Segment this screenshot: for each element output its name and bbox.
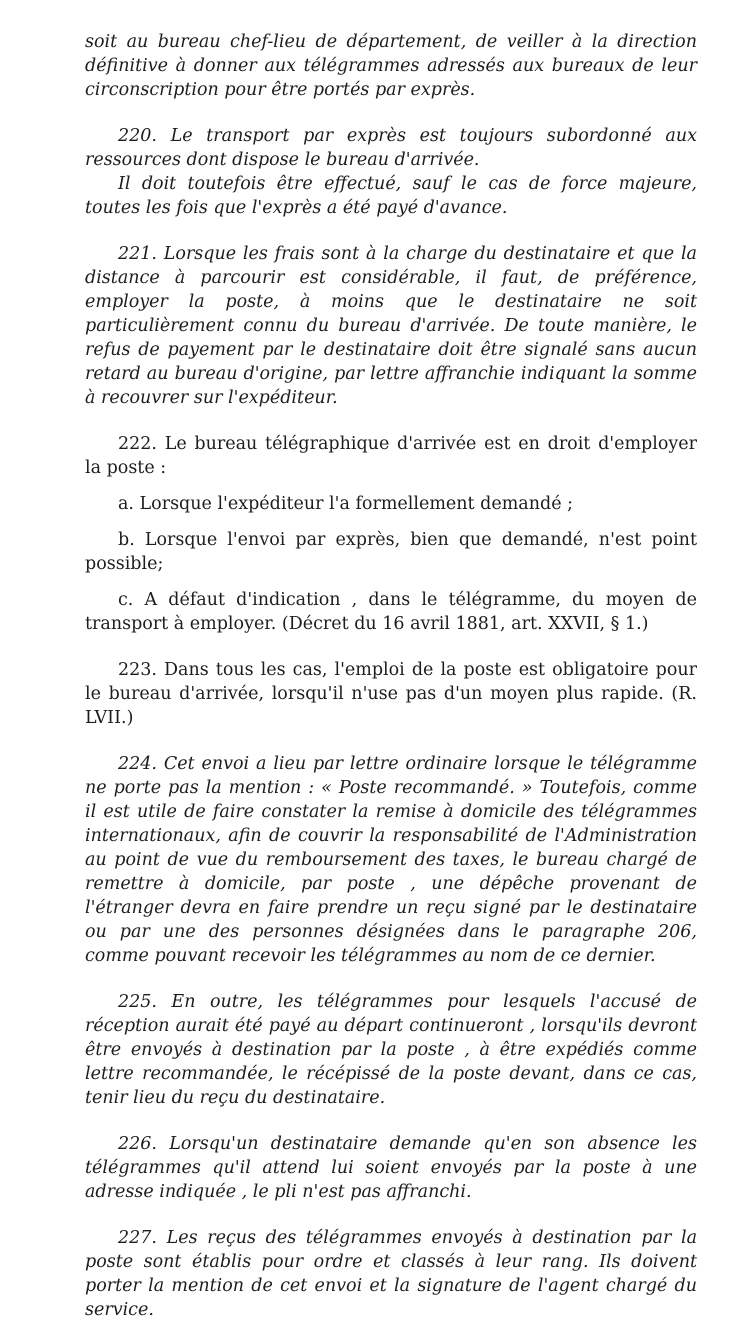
paragraph-227: 227. Les reçus des télégrammes envoyés à destination par la poste sont établis pour ordre et classés à leur rang. Ils doivent porter la mention de cet envoi et la signature de l'agent chargé du service. — [85, 1228, 697, 1320]
list-item-c: c. A défaut d'indication , dans le télégramme, du moyen de transport à employer. (Décret du 16 avril 1881, art. XXVII, § 1.) — [85, 590, 697, 634]
paragraph-225: 225. En outre, les télégrammes pour lesquels l'accusé de réception aurait été payé au départ continueront , lorsqu'ils devront être envoyés à destination par la poste , à être expédiés comme lettre recommandée, le récépissé de la poste devant, dans ce cas, tenir lieu du reçu du destinataire. — [85, 992, 697, 1108]
paragraph-226: 226. Lorsqu'un destinataire demande qu'en son absence les télégrammes qu'il attend lui soient envoyés par la poste à une adresse indiquée , le pli n'est pas affranchi. — [85, 1134, 697, 1202]
list-item-a: a. Lorsque l'expéditeur l'a formellement demandé ; — [118, 494, 574, 514]
paragraph-220-continued: Il doit toutefois être effectué, sauf le cas de force majeure, toutes les fois que l'exprès a été payé d'avance. — [85, 174, 697, 218]
paragraph-223: 223. Dans tous les cas, l'emploi de la poste est obligatoire pour le bureau d'arrivée, lorsqu'il n'use pas d'un moyen plus rapide. (R. LVII.) — [85, 660, 697, 728]
paragraph-intro-continuation: soit au bureau chef-lieu de département, de veiller à la direction définitive à donner aux télégrammes adressés aux bureaux de leur circonscription pour être portés par exprès. — [85, 32, 697, 100]
paragraph-224: 224. Cet envoi a lieu par lettre ordinaire lorsque le télégramme ne porte pas la mention : « Poste recommandé. » Toutefois, comme il est utile de faire constater la remise à domicile des télégrammes internationaux, afin de couvrir la responsabilité de l'Administration au point de vue du remboursement des taxes, le bureau chargé de remettre à domicile, par poste , une dépêche provenant de l'étranger devra en faire prendre un reçu signé par le destinataire ou par une des personnes désignées dans le paragraphe 206, comme pouvant recevoir les télégrammes au nom de ce dernier. — [85, 754, 697, 966]
paragraph-220: 220. Le transport par exprès est toujours subordonné aux ressources dont dispose le bureau d'arrivée. — [85, 126, 697, 170]
paragraph-221: 221. Lorsque les frais sont à la charge du destinataire et que la distance à parcourir est considérable, il faut, de préférence, employer la poste, à moins que le destinataire ne soit particulièrement connu du bureau d'arrivée. De toute manière, le refus de payement par le destinataire doit être signalé sans aucun retard au bureau d'origine, par lettre affranchie indiquant la somme à recouvrer sur l'expéditeur. — [85, 244, 697, 408]
list-item-b: b. Lorsque l'envoi par exprès, bien que demandé, n'est point possible; — [85, 530, 697, 574]
paragraph-222: 222. Le bureau télégraphique d'arrivée est en droit d'employer la poste : — [85, 434, 697, 478]
